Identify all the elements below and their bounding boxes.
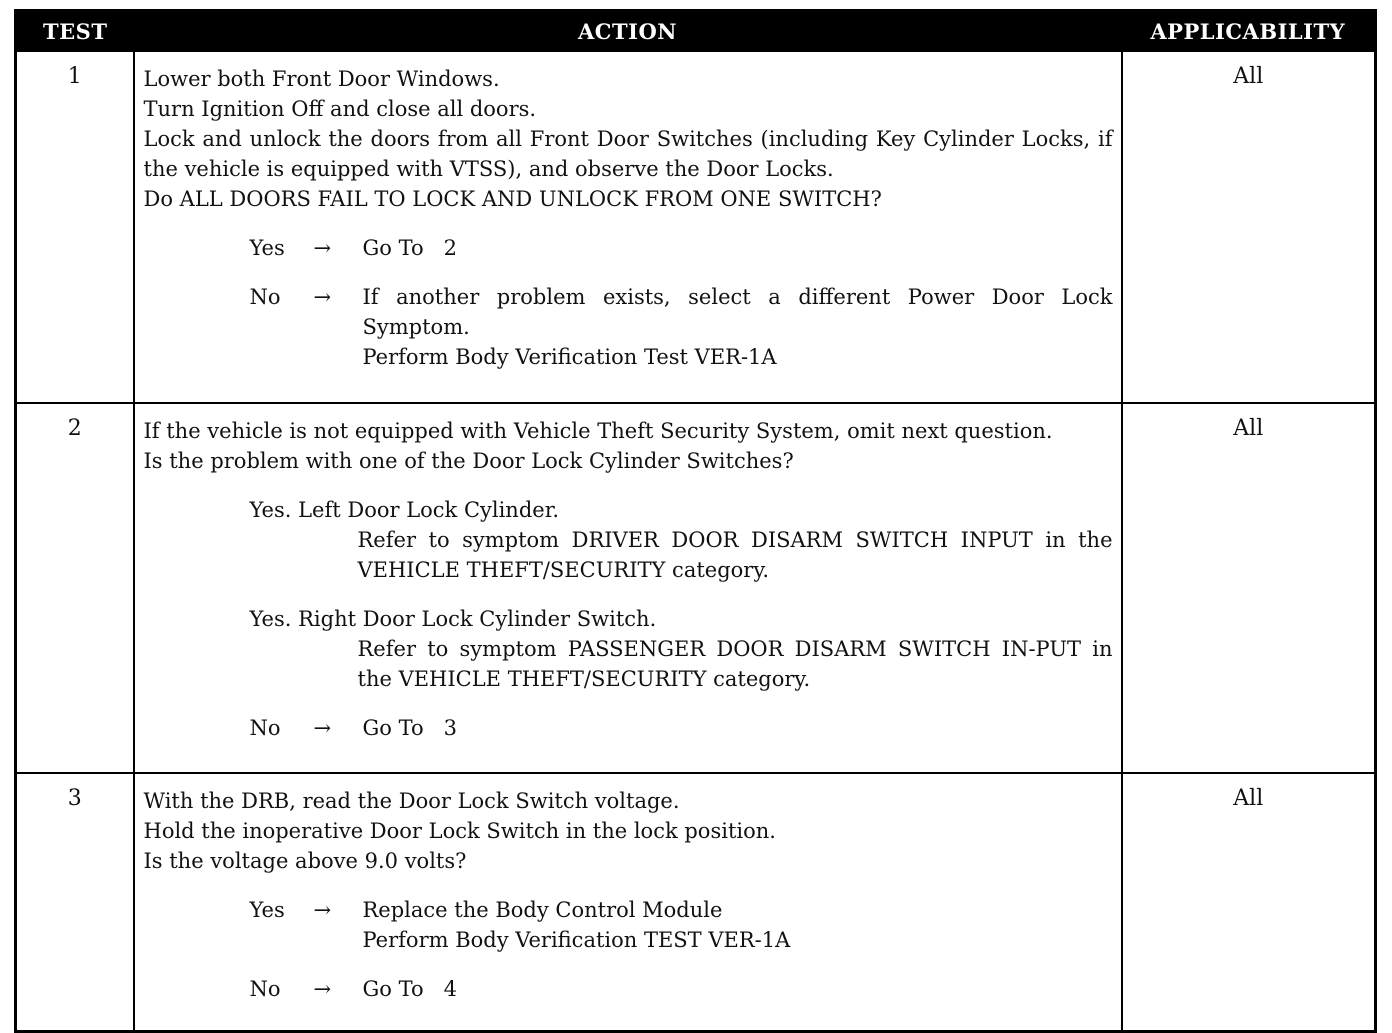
action-question: Do ALL DOORS FAIL TO LOCK AND UNLOCK FROM ONE SWITCH? [143, 187, 882, 211]
right-arrow-icon: → [313, 236, 332, 260]
right-arrow-icon: → [313, 898, 332, 922]
table-row [16, 51, 1376, 403]
yes-right-result: Refer to symptom PASSENGER DOOR DISARM SWITCH IN-PUT in the VEHICLE THEFT/SECURITY category. [357, 637, 1113, 691]
right-arrow-icon: → [313, 977, 332, 1001]
action-question: Is the problem with one of the Door Lock Cylinder Switches? [143, 449, 794, 473]
test-number: 1 [16, 51, 134, 403]
yes-result-line: Perform Body Verification TEST VER-1A [362, 928, 791, 952]
no-result-line: Perform Body Verification Test VER-1A [362, 345, 777, 369]
action-line: Lower both Front Door Windows. [143, 67, 500, 91]
action-question: Is the voltage above 9.0 volts? [143, 849, 467, 873]
no-label: No [249, 285, 281, 309]
action-cell [134, 51, 1122, 403]
table-header-row [16, 11, 1376, 52]
no-label: No [249, 716, 281, 740]
action-cell [134, 403, 1122, 773]
no-label: No [249, 977, 281, 1001]
no-branch [144, 974, 1113, 1004]
action-line: If the vehicle is not equipped with Vehicle Theft Security System, omit next question. [143, 419, 1053, 443]
yes-branch [144, 895, 1113, 955]
yes-label: Yes [249, 236, 285, 260]
applicability-value: All [1122, 403, 1376, 773]
yes-left-label: Yes. Left Door Lock Cylinder. [249, 498, 560, 522]
no-branch [144, 713, 1113, 743]
applicability-value: All [1122, 51, 1376, 403]
no-branch [144, 282, 1113, 372]
action-line: Lock and unlock the doors from all Front Door Switches (including Key Cylinder Locks, if the vehicle is equipped with VTSS), and observe the Door Locks. [143, 127, 1113, 181]
right-arrow-icon: → [313, 716, 332, 740]
diagnostic-table [14, 9, 1377, 1033]
header-applicability: APPLICABILITY [1122, 11, 1376, 52]
test-number: 3 [16, 773, 134, 1032]
no-result [363, 282, 1113, 372]
yes-label: Yes [249, 898, 285, 922]
yes-left-result: Refer to symptom DRIVER DOOR DISARM SWITCH INPUT in the VEHICLE THEFT/SECURITY category. [357, 528, 1113, 582]
no-result: Go To 4 [362, 977, 457, 1001]
right-arrow-icon: → [313, 285, 332, 309]
action-cell [134, 773, 1122, 1032]
no-result-line: If another problem exists, select a different Power Door Lock Symptom. [362, 285, 1113, 339]
yes-result: Go To 2 [362, 236, 457, 260]
yes-branch [144, 233, 1113, 263]
no-result: Go To 3 [362, 716, 457, 740]
table-row [16, 773, 1376, 1032]
action-line: Hold the inoperative Door Lock Switch in the lock position. [143, 819, 776, 843]
header-action: ACTION [134, 11, 1122, 52]
applicability-value: All [1122, 773, 1376, 1032]
yes-result-line: Replace the Body Control Module [362, 898, 723, 922]
test-number: 2 [16, 403, 134, 773]
yes-right-branch [250, 604, 1113, 694]
yes-left-branch [250, 495, 1113, 585]
yes-result [363, 895, 1113, 955]
table-row [16, 403, 1376, 773]
yes-right-label: Yes. Right Door Lock Cylinder Switch. [249, 607, 657, 631]
action-line: Turn Ignition Off and close all doors. [143, 97, 537, 121]
action-line: With the DRB, read the Door Lock Switch voltage. [143, 789, 680, 813]
header-test: TEST [16, 11, 134, 52]
